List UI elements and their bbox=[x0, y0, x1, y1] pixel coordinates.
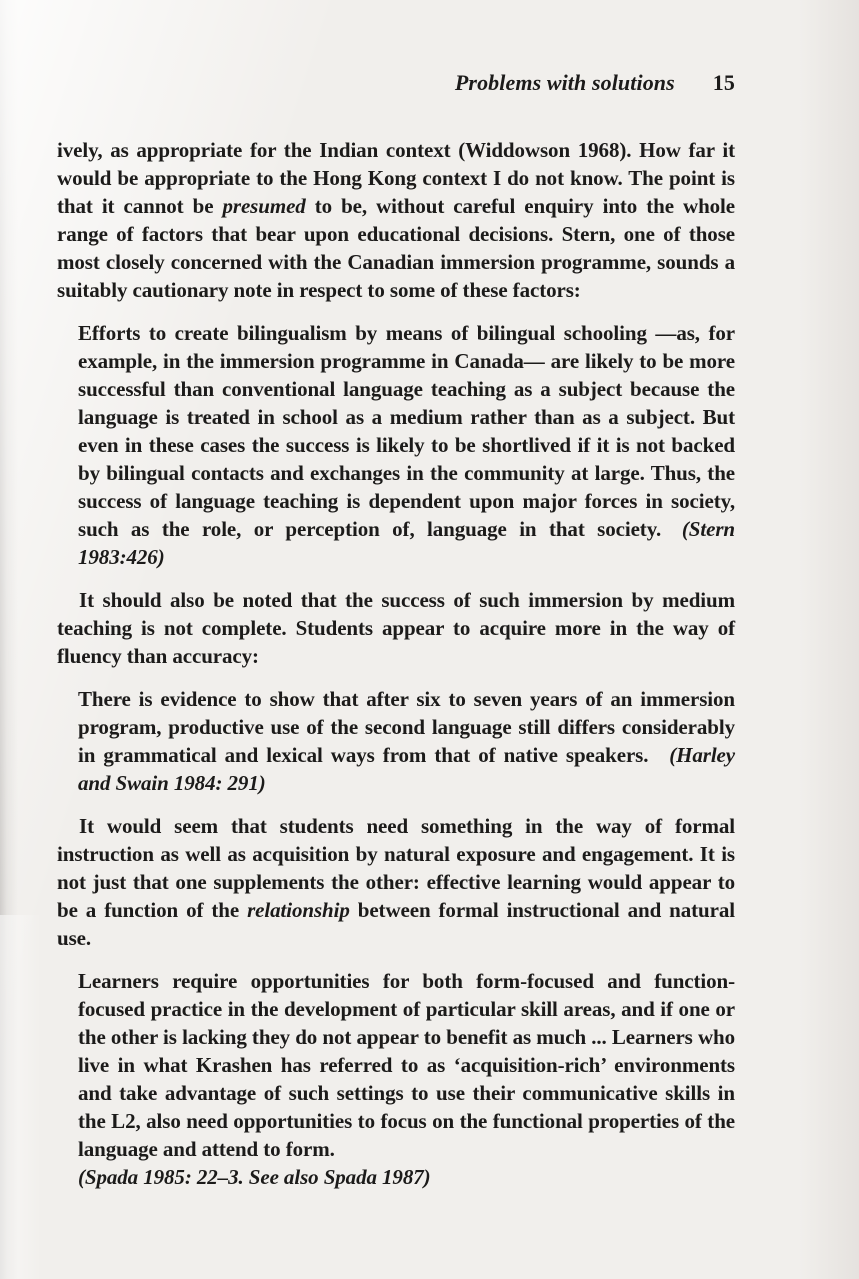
text-run: It should also be noted that the success of such immersion by medium teaching is not complete. Students appear to acquire more in the way of fluency than accuracy: bbox=[57, 588, 735, 668]
block-quote bbox=[78, 967, 735, 1191]
page-number: 15 bbox=[712, 70, 735, 95]
block-quote bbox=[78, 685, 735, 797]
text-run: There is evidence to show that after six to seven years of an immersion program, productive use of the second language still differs considerably in grammatical and lexical ways from that of native speakers. bbox=[78, 687, 735, 767]
page-body bbox=[57, 136, 735, 1191]
text-run: Learners require opportunities for both form-focused and function-focused practice in the development of particular skill areas, and if one or the other is lacking they do not appear to benefit as much ... Learners who live in what Krashen has referred to as ‘acquisition-rich’ environments and take advantage of such settings to use their communicative skills in the L2, also need opportunities to focus on the functional properties of the language and attend to form. bbox=[78, 969, 735, 1161]
italic-run: (Harley and Swain 1984: 291) bbox=[78, 743, 735, 795]
italic-run: relationship bbox=[247, 898, 350, 922]
italic-run: (Stern 1983:426) bbox=[78, 517, 735, 569]
paragraph bbox=[57, 586, 735, 670]
paragraph bbox=[57, 812, 735, 952]
text-run: to be, without careful enquiry into the whole range of factors that bear upon educational decisions. Stern, one of those most closely concerned with the Canadian immersion programme, sounds a suitably cautionary note in respect to some of these factors: bbox=[57, 194, 735, 302]
text-run: Efforts to create bilingualism by means of bilingual schooling —as, for example, in the immersion programme in Canada— are likely to be more successful than conventional language teaching as a subject because the language is treated in school as a medium rather than as a subject. But even in these cases the success is likely to be shortlived if it is not backed by bilingual contacts and exchanges in the community at large. Thus, the success of language teaching is dependent upon major forces in society, such as the role, or perception of, language in that society. bbox=[78, 321, 735, 541]
italic-run: (Spada 1985: 22–3. See also Spada 1987) bbox=[78, 1165, 431, 1189]
text-run: It would seem that students need something in the way of formal instruction as well as acquisition by natural exposure and engagement. It is not just that one supplements the other: effective learning would appear to be a function of the bbox=[57, 814, 735, 922]
block-quote bbox=[78, 319, 735, 571]
italic-run: presumed bbox=[222, 194, 306, 218]
paragraph bbox=[57, 136, 735, 304]
running-head-title: Problems with solutions bbox=[454, 70, 675, 95]
text-run: between formal instructional and natural use. bbox=[57, 898, 735, 950]
text-run: ively, as appropriate for the Indian context (Widdowson 1968). How far it would be appropriate to the Hong Kong context I do not know. The point is that it cannot be bbox=[57, 138, 735, 218]
page-header bbox=[57, 70, 735, 96]
scan-light-band bbox=[0, 915, 42, 1279]
